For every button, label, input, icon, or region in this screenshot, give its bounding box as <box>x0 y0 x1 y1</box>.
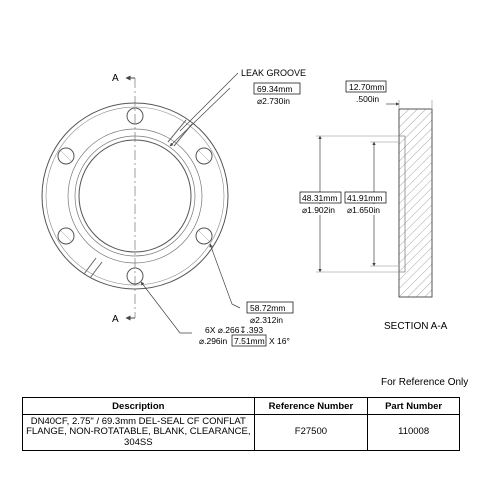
hole-callout-line2b: X 16° <box>269 336 290 346</box>
hole-callout-line1: 6X ⌀.266↧.393 <box>205 325 264 335</box>
reference-table <box>22 397 460 451</box>
inner-dim-metric: 41.91mm <box>347 193 383 203</box>
hole-callout-metric: 7.51mm <box>234 336 265 346</box>
cell-part-number: 110008 <box>368 415 460 451</box>
inner-dim-imperial: ⌀1.650in <box>347 205 381 215</box>
groove-dim-imperial: ⌀2.730in <box>257 96 291 106</box>
outer-dim-imperial: ⌀1.902in <box>302 205 336 215</box>
bolt-circle-dim-metric: 58.72mm <box>250 303 286 313</box>
bolt-circle-leader <box>210 244 240 308</box>
table-row <box>23 415 460 451</box>
groove-dim-leader <box>170 88 230 146</box>
reference-note: For Reference Only <box>381 377 469 388</box>
bolt-circle-dim-imperial: ⌀2.312in <box>250 315 284 325</box>
leak-groove-leader <box>180 73 238 131</box>
front-view <box>42 73 240 333</box>
table-header-row <box>23 398 460 415</box>
outer-dim-metric: 48.31mm <box>302 193 338 203</box>
header-reference-number: Reference Number <box>254 398 368 415</box>
thickness-dim-imperial: .500in <box>356 94 380 104</box>
section-marker-bottom: A <box>112 314 119 325</box>
leak-groove-slot <box>168 120 186 142</box>
cell-description: DN40CF, 2.75" / 69.3mm DEL-SEAL CF CONFLAT FLANGE, NON-ROTATABLE, BLANK, CLEARANCE, 304SS <box>23 415 255 451</box>
section-label: SECTION A-A <box>384 321 448 332</box>
groove-dim-metric: 69.34mm <box>257 84 293 94</box>
thickness-dim-metric: 12.70mm <box>349 82 385 92</box>
header-part-number: Part Number <box>368 398 460 415</box>
section-marker-top: A <box>112 73 119 84</box>
header-description: Description <box>23 398 255 415</box>
cell-reference-number: F27500 <box>254 415 368 451</box>
leak-groove-label: LEAK GROOVE <box>241 68 307 78</box>
hole-callout-leader <box>141 282 192 333</box>
hole-callout-line2a: ⌀.296in <box>199 336 228 346</box>
section-body <box>399 109 432 297</box>
